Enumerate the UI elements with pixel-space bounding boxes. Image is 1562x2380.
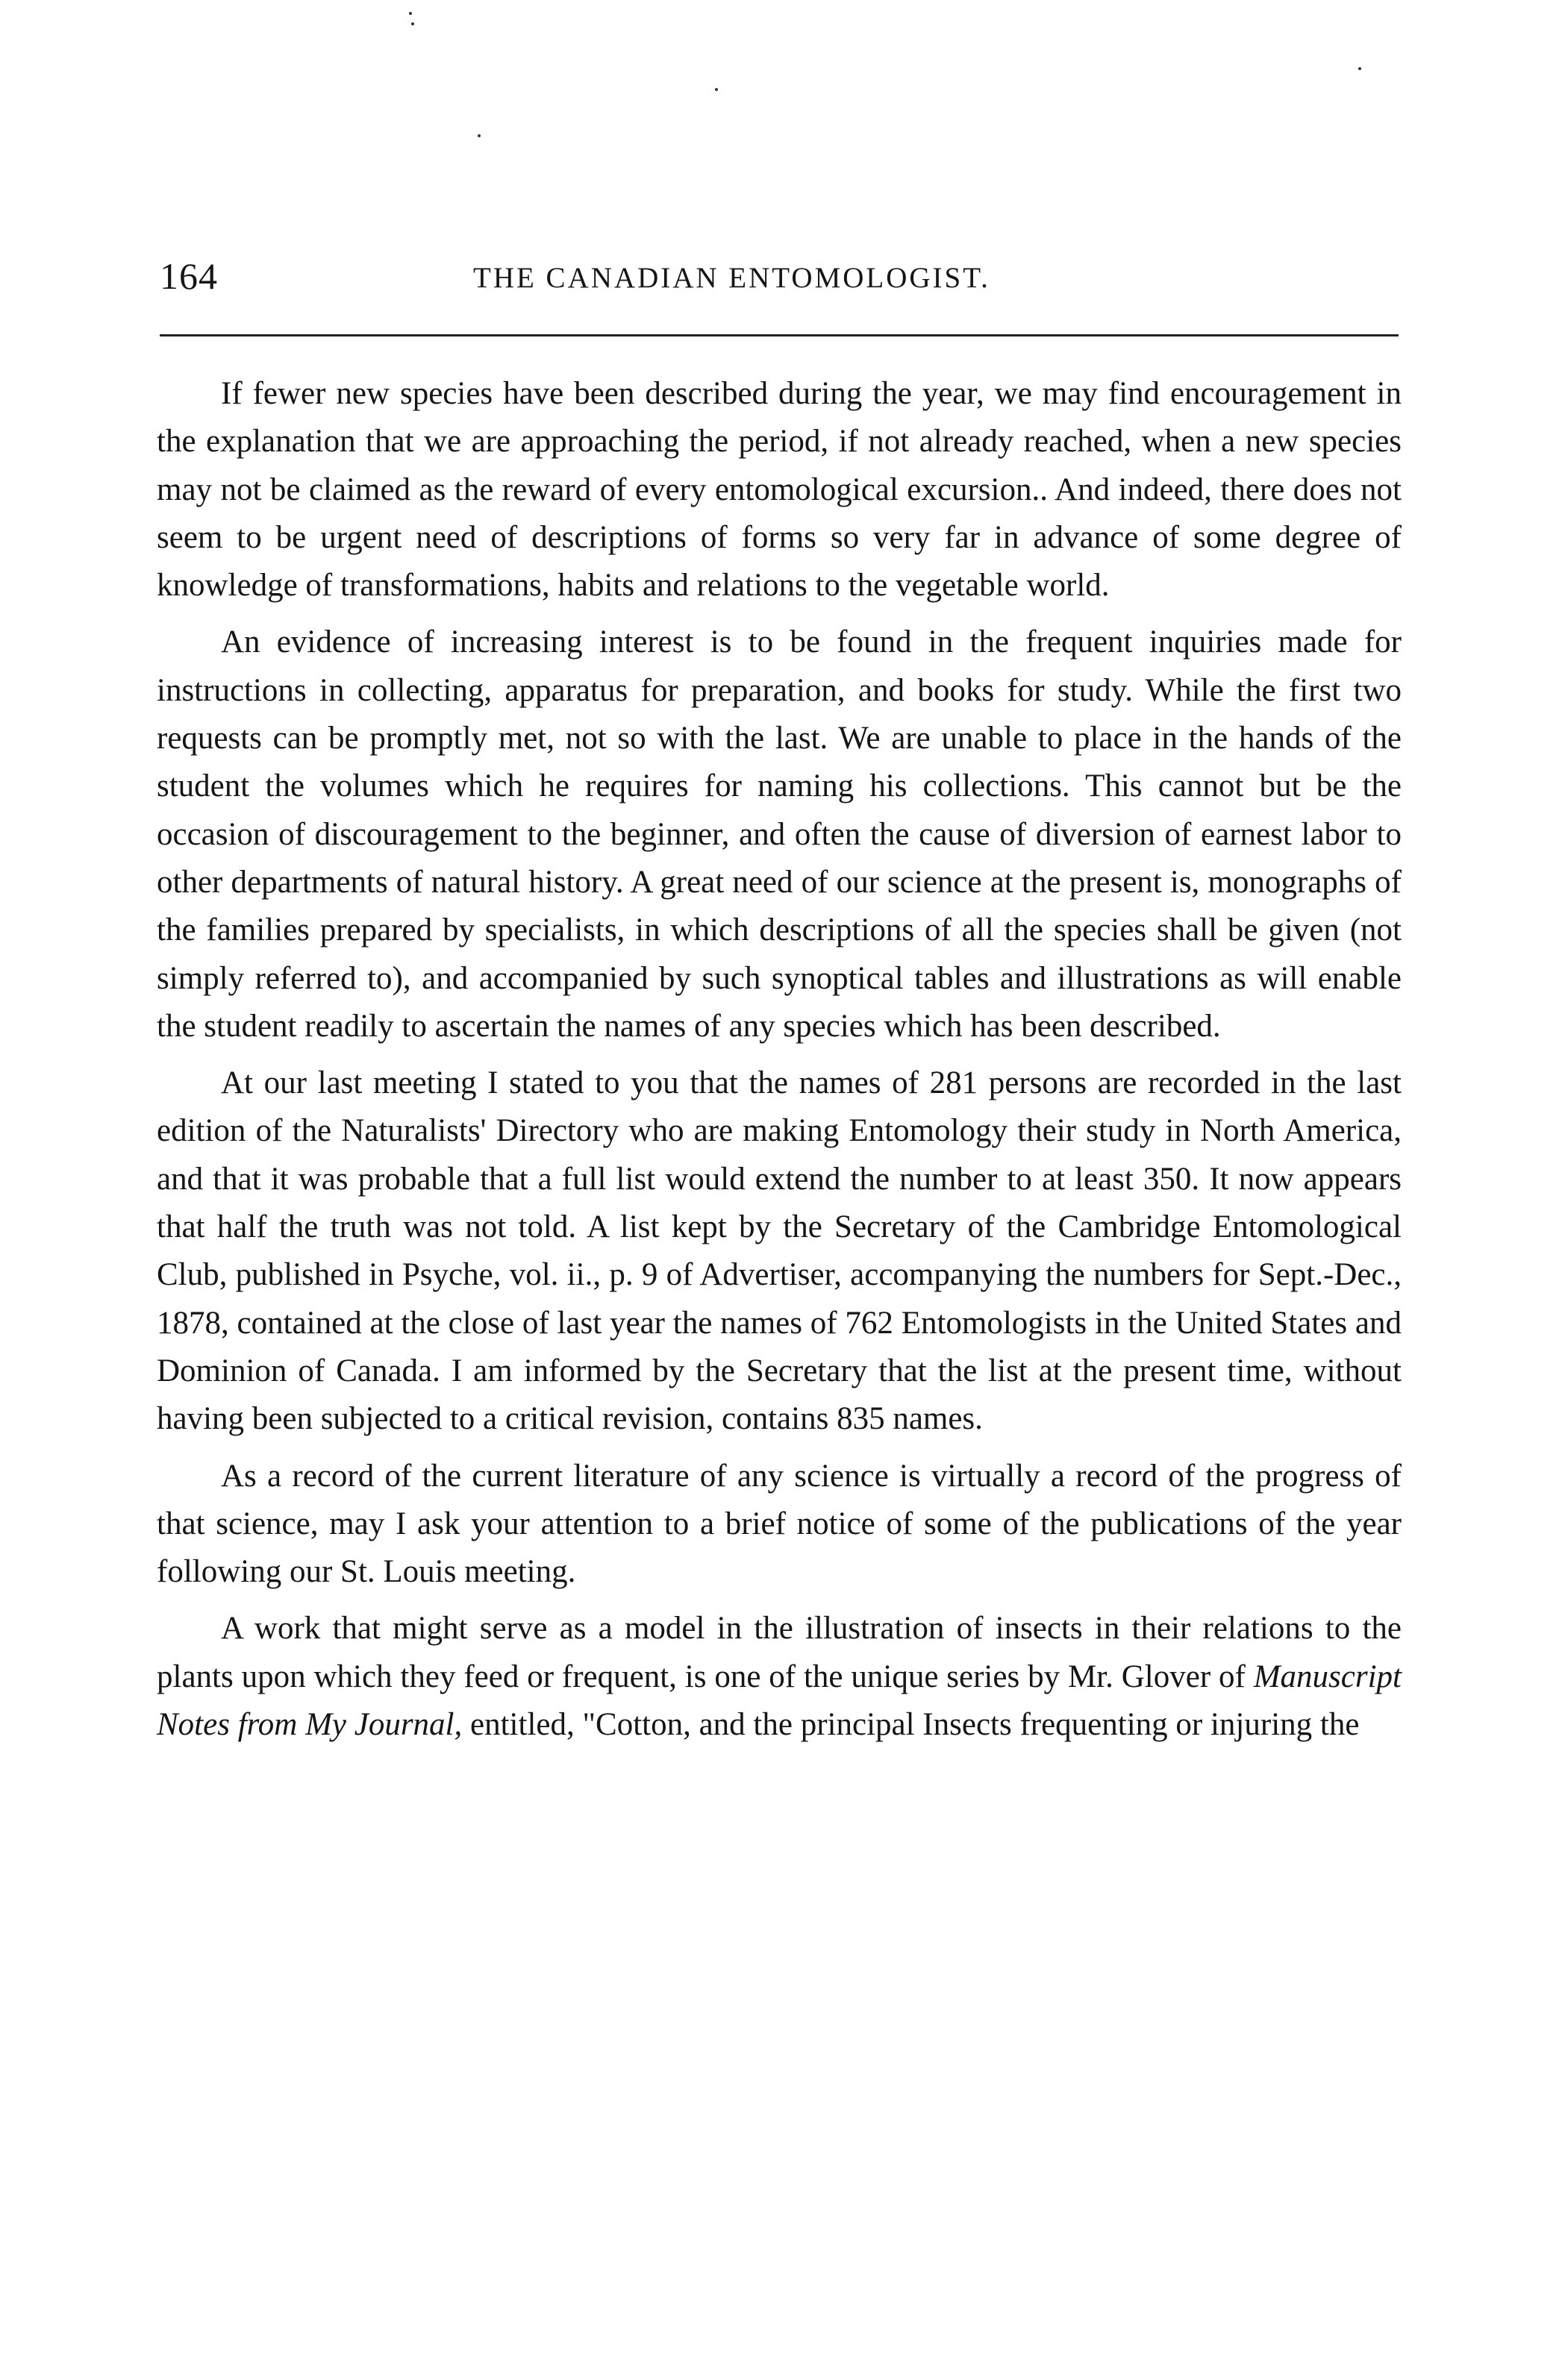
italic-title: Manuscript Notes from My Journal,	[157, 1659, 1402, 1743]
print-speck	[478, 134, 481, 137]
paragraph-text: entitled, "Cotton, and the principal Insects frequenting or injuring the	[462, 1707, 1360, 1743]
paragraph	[157, 1605, 1402, 1749]
paragraph: As a record of the current literature of any science is virtually a record of the progress of that science, may I ask your attention to a brief notice of some of the publications of the year following our St. Louis meeting.	[157, 1458, 1402, 1590]
print-speck	[411, 22, 414, 25]
print-speck	[1358, 67, 1361, 70]
page-header	[160, 254, 1399, 306]
paragraph: An evidence of increasing interest is to be found in the frequent inquiries made for instructions in collecting, apparatus for preparation, and books for study. While the first two requests can be promptly met, not so with the last. We are unable to place in the hands of the student the volumes which he requires for naming his collections. This cannot but be the occasion of discouragement to the beginner, and often the cause of diversion of earnest labor to other departments of natural history. A great need of our science at the present is, monographs of the families prepared by specialists, in which descriptions of all the species shall be given (not simply referred to), and accompanied by such synoptical tables and illustrations as will enable the student readily to ascertain the names of any species which has been described.	[157, 624, 1402, 1044]
paragraph: At our last meeting I stated to you that the names of 281 persons are recorded in the last edition of the Naturalists' Directory who are making Entomology their study in North America, and that it was probable that a full list would extend the number to at least 350. It now appears that half the truth was not told. A list kept by the Secretary of the Cambridge Entomological Club, published in Psyche, vol. ii., p. 9 of Advertiser, accompanying the numbers for Sept.-Dec., 1878, contained at the close of last year the names of 762 Entomologists in the United States and Dominion of Canada. I am informed by the Secretary that the list at the present time, without having been subjected to a critical revision, contains 835 names.	[157, 1065, 1402, 1437]
running-title: THE CANADIAN ENTOMOLOGIST.	[473, 262, 990, 294]
header-rule	[160, 334, 1399, 336]
print-speck	[715, 88, 718, 91]
body-text	[157, 370, 1402, 1749]
print-speck	[409, 12, 412, 15]
paragraph: If fewer new species have been described during the year, we may find encouragement in the explanation that we are approaching the period, if not already reached, when a new species may not be claimed as the reward of every entomological excursion.. And indeed, there does not seem to be urgent need of descriptions of forms so very far in advance of some degree of knowledge of transformations, habits and relations to the vegetable world.	[157, 376, 1402, 604]
page-number: 164	[160, 255, 218, 297]
paragraph-text: A work that might serve as a model in the illustration of insects in their relations to the plants upon which they feed or frequent, is one of the unique series by Mr. Glover of	[157, 1611, 1402, 1694]
